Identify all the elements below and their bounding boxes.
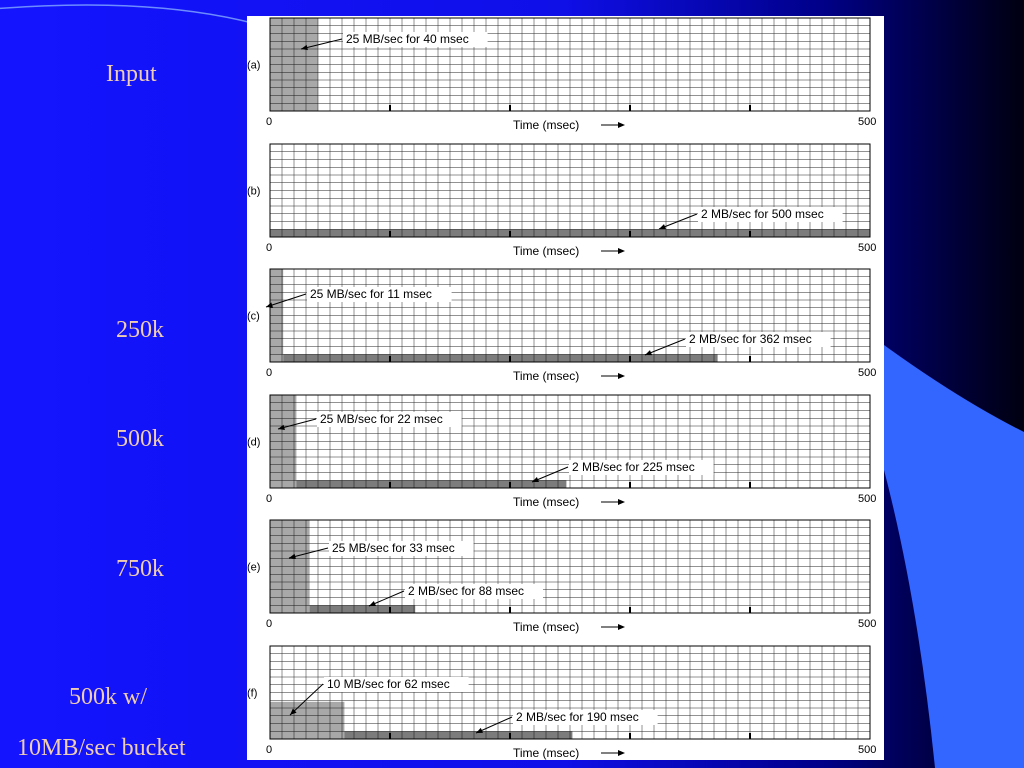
annotation-label: 2 MB/sec for 225 msec <box>572 460 695 474</box>
panel-label: (a) <box>247 59 261 72</box>
tick-label-end: 500 <box>858 493 877 505</box>
x-axis-arrow-head <box>618 248 625 254</box>
chart-panel-1 <box>247 144 876 258</box>
tick-label-start: 0 <box>266 116 273 128</box>
panel-label: (e) <box>247 561 261 574</box>
decorative-curve-line <box>0 5 260 25</box>
rate-bar-1 <box>310 606 416 613</box>
panel-label: (b) <box>247 185 261 198</box>
x-axis-label: Time (msec) <box>513 369 580 383</box>
x-axis-label: Time (msec) <box>513 620 580 634</box>
annotation-label: 2 MB/sec for 362 msec <box>689 332 812 346</box>
tick-label-end: 500 <box>858 367 877 379</box>
tick-label-start: 0 <box>266 618 273 630</box>
label-250k: 250k <box>116 317 164 343</box>
tick-label-end: 500 <box>858 618 877 630</box>
decorative-accent-shape <box>884 345 1024 768</box>
annotation-label: 2 MB/sec for 88 msec <box>408 584 525 598</box>
tick-label-start: 0 <box>266 493 273 505</box>
x-axis-arrow-head <box>618 373 625 379</box>
tick-label-end: 500 <box>858 744 877 756</box>
label-500k: 500k <box>116 426 164 452</box>
label-500k-with: 500k w/ <box>69 684 147 710</box>
chart-panel-5 <box>247 646 876 760</box>
charts-panel <box>247 16 884 760</box>
annotation-label: 25 MB/sec for 22 msec <box>320 412 443 426</box>
annotation-label: 2 MB/sec for 500 msec <box>701 207 824 221</box>
rate-bar-1 <box>283 355 717 362</box>
panel-label: (c) <box>247 310 260 323</box>
annotation-label: 10 MB/sec for 62 msec <box>327 677 450 691</box>
chart-panel-4 <box>247 520 876 634</box>
chart-panel-0 <box>247 18 876 132</box>
annotation-label: 2 MB/sec for 190 msec <box>516 710 639 724</box>
annotation-label: 25 MB/sec for 11 msec <box>310 287 432 301</box>
token-bucket-charts <box>247 16 884 760</box>
x-axis-arrow-head <box>618 122 625 128</box>
x-axis-label: Time (msec) <box>513 495 580 509</box>
tick-label-start: 0 <box>266 367 273 379</box>
rate-bar-1 <box>296 481 566 488</box>
rate-bar-1 <box>344 732 572 739</box>
x-axis-arrow-head <box>618 750 625 756</box>
panel-label: (f) <box>247 687 258 700</box>
x-axis-arrow-head <box>618 624 625 630</box>
x-axis-label: Time (msec) <box>513 746 580 760</box>
x-axis-label: Time (msec) <box>513 244 580 258</box>
annotation-label: 25 MB/sec for 33 msec <box>332 541 455 555</box>
x-axis-label: Time (msec) <box>513 118 580 132</box>
tick-label-end: 500 <box>858 116 877 128</box>
chart-panel-3 <box>247 395 876 509</box>
tick-label-start: 0 <box>266 242 273 254</box>
chart-panel-2 <box>247 269 876 383</box>
tick-label-end: 500 <box>858 242 877 254</box>
annotation-label: 25 MB/sec for 40 msec <box>346 32 469 46</box>
rate-bar-0 <box>270 702 344 739</box>
label-input: Input <box>106 61 157 87</box>
label-750k: 750k <box>116 556 164 582</box>
x-axis-arrow-head <box>618 499 625 505</box>
panel-label: (d) <box>247 436 261 449</box>
tick-label-start: 0 <box>266 744 273 756</box>
label-bucket: 10MB/sec bucket <box>17 735 186 761</box>
